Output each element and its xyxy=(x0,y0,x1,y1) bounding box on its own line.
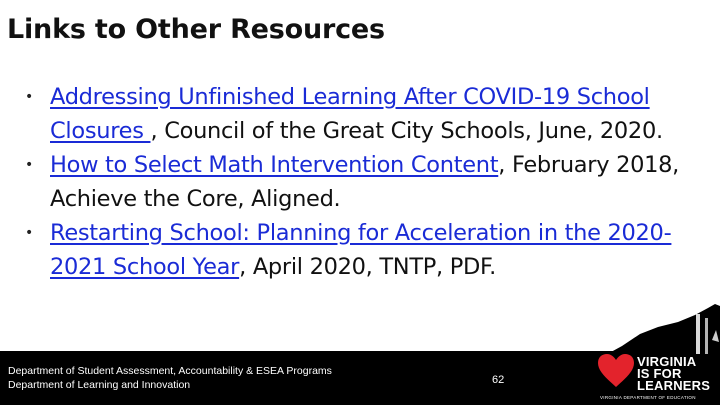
resource-item xyxy=(20,216,710,284)
page-number: 62 xyxy=(492,374,505,386)
resource-details: , Council of the Great City Schools, June, 2020. xyxy=(150,118,663,144)
footer-departments xyxy=(8,364,332,392)
footer-line-2: Department of Learning and Innovation xyxy=(8,379,191,391)
footer-line-1: Department of Student Assessment, Accountability & ESEA Programs xyxy=(8,365,332,377)
logo-line-1: VIRGINIA xyxy=(637,354,697,369)
slide-title: Links to Other Resources xyxy=(7,14,385,45)
logo-line-3: LEARNERS xyxy=(637,378,711,393)
resource-item xyxy=(20,80,710,148)
bullet-icon: • xyxy=(25,225,33,241)
logo-line-2: IS FOR xyxy=(637,366,682,381)
resource-link-restarting-school[interactable]: Restarting School: Planning for Acceleration in the 2020-2021 School Year xyxy=(50,220,672,280)
resource-link-math-intervention[interactable]: How to Select Math Intervention Content xyxy=(50,152,499,178)
heart-icon xyxy=(598,354,634,388)
bullet-icon: • xyxy=(25,89,33,105)
resource-item xyxy=(20,148,710,216)
logo-subline: VIRGINIA DEPARTMENT OF EDUCATION xyxy=(600,395,696,400)
resource-details: , April 2020, TNTP, PDF. xyxy=(239,254,496,280)
resource-details: , February 2018, Achieve the Core, Aligned. xyxy=(50,152,680,212)
bullet-icon: • xyxy=(25,157,33,173)
vdoe-logo xyxy=(596,346,720,405)
resource-link-unfinished-learning[interactable]: Addressing Unfinished Learning After COVID-19 School Closures xyxy=(50,84,650,144)
resource-list xyxy=(20,80,710,284)
